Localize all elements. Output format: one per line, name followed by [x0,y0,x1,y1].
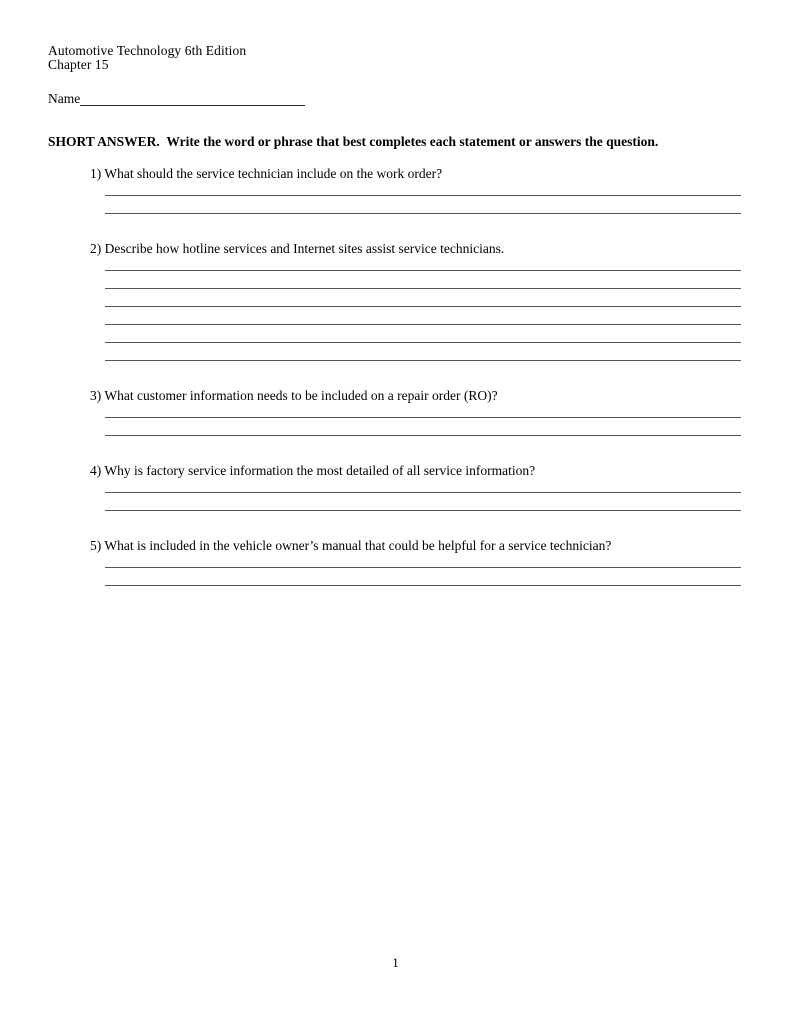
answer-lines [105,195,741,231]
question-block [48,538,741,603]
answer-line[interactable] [105,585,741,603]
page-number: 1 [392,955,399,970]
answer-line[interactable] [105,417,741,435]
question-text: 4) Why is factory service information the most detailed of all service information? [90,463,536,478]
answer-line[interactable] [105,510,741,528]
answer-line[interactable] [105,360,741,378]
question-text: 1) What should the service technician include on the work order? [90,166,443,181]
question-block [48,388,741,453]
answer-line[interactable] [105,270,741,288]
name-label: Name [48,91,81,106]
answer-line[interactable] [105,435,741,453]
questions-list [48,166,741,603]
answer-line[interactable] [105,324,741,342]
answer-line[interactable] [105,306,741,324]
answer-lines [105,492,741,528]
book-title: Automotive Technology 6th Edition [48,43,247,58]
document-header [48,44,741,72]
answer-lines [105,417,741,453]
question-text: 5) What is included in the vehicle owner’s manual that could be helpful for a service technician? [90,538,612,553]
answer-line[interactable] [105,213,741,231]
name-field-row [48,91,305,106]
answer-line[interactable] [105,492,741,510]
question-text: 3) What customer information needs to be included on a repair order (RO)? [90,388,498,403]
question-block [48,166,741,231]
question-text: 2) Describe how hotline services and Internet sites assist service technicians. [90,241,505,256]
section-instructions: SHORT ANSWER. Write the word or phrase that best completes each statement or answers the question. [48,134,659,149]
chapter-label: Chapter 15 [48,57,109,72]
question-block [48,463,741,528]
name-input-line[interactable] [80,92,305,106]
answer-lines [105,270,741,378]
answer-lines [105,567,741,603]
answer-line[interactable] [105,195,741,213]
answer-line[interactable] [105,288,741,306]
answer-line[interactable] [105,567,741,585]
answer-line[interactable] [105,342,741,360]
question-block [48,241,741,378]
